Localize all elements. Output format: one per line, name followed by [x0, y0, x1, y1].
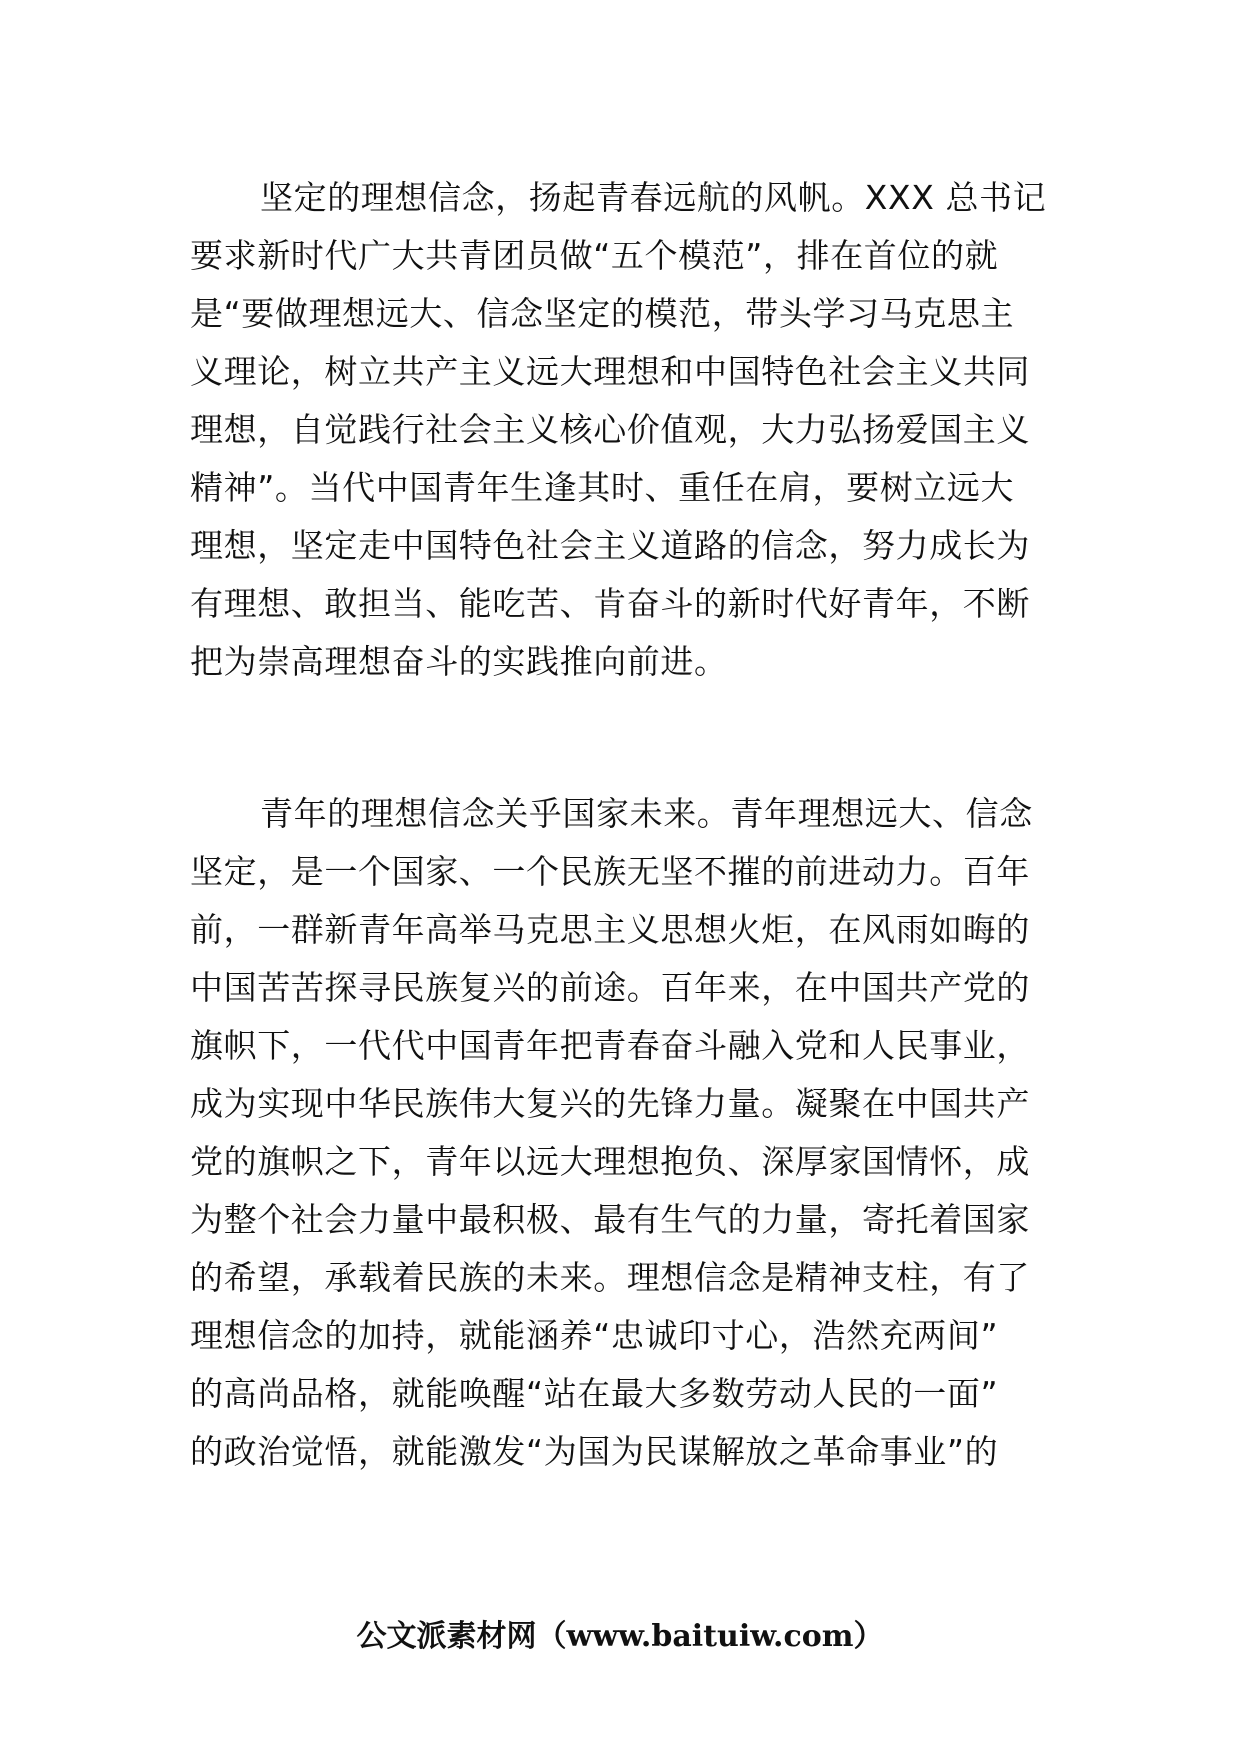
footer-watermark: 公文派素材网（www.baituiw.com）: [356, 1619, 884, 1654]
text-line: 把为崇高理想奋斗的实践推向前进。: [190, 642, 728, 681]
text-line: 中国苦苦探寻民族复兴的前途。百年来，在中国共产党的: [190, 968, 1030, 1007]
text-line: 精神”。当代中国青年生逢其时、重任在肩，要树立远大: [190, 468, 1015, 507]
text-line: 前，一群新青年高举马克思主义思想火炬，在风雨如晦的: [190, 910, 1030, 949]
text-line: 是“要做理想远大、信念坚定的模范，带头学习马克思主: [190, 294, 1015, 333]
text-line: 党的旗帜之下，青年以远大理想抱负、深厚家国情怀，成: [190, 1142, 1030, 1181]
text-line: 理想信念的加持，就能涵养“忠诚印寸心，浩然充两间”: [190, 1316, 999, 1355]
text-line: 坚定，是一个国家、一个民族无坚不摧的前进动力。百年: [190, 852, 1030, 891]
text-line: 的政治觉悟，就能激发“为国为民谋解放之革命事业”的: [190, 1432, 999, 1471]
text-line: 要求新时代广大共青团员做“五个模范”，排在首位的就: [190, 236, 999, 275]
text-line: 成为实现中华民族伟大复兴的先锋力量。凝聚在中国共产: [190, 1084, 1030, 1123]
text-line: 坚定的理想信念，扬起青春远航的风帆。XXX 总书记: [260, 178, 1047, 217]
text-line: 的希望，承载着民族的未来。理想信念是精神支柱，有了: [190, 1258, 1030, 1297]
text-line: 的高尚品格，就能唤醒“站在最大多数劳动人民的一面”: [190, 1374, 999, 1413]
text-line: 为整个社会力量中最积极、最有生气的力量，寄托着国家: [190, 1200, 1030, 1239]
text-line: 青年的理想信念关乎国家未来。青年理想远大、信念: [260, 794, 1033, 833]
text-line: 理想，自觉践行社会主义核心价值观，大力弘扬爱国主义: [190, 410, 1030, 449]
text-line: 有理想、敢担当、能吃苦、肯奋斗的新时代好青年，不断: [190, 584, 1030, 623]
text-line: 理想，坚定走中国特色社会主义道路的信念，努力成长为: [190, 526, 1030, 565]
text-line: 旗帜下，一代代中国青年把青春奋斗融入党和人民事业，: [190, 1026, 1030, 1065]
text-line: 义理论，树立共产主义远大理想和中国特色社会主义共同: [190, 352, 1030, 391]
